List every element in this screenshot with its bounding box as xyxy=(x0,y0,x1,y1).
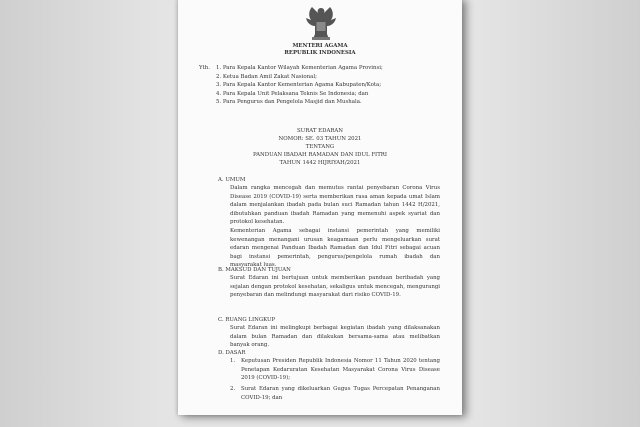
list-item: Surat Edaran yang dikeluarkan Gugus Tugas Percepatan Penanganan COVID-19; dan xyxy=(241,386,440,401)
title-line5: TAHUN 1442 HIJRIYAH/2021 xyxy=(279,160,361,166)
section-c-paragraph: Surat Edaran ini melingkupi berbagai kegiatan ibadah yang dilaksanakan dalam bulan Ramadan dan dilakukan bersama-sama atau melibatkan banyak orang. xyxy=(230,325,440,349)
document-page xyxy=(178,0,462,415)
section-c-heading: C. RUANG LINGKUP xyxy=(218,317,276,323)
addressee-item: 5. Para Pengurus dan Pengelola Masjid dan Mushala. xyxy=(216,99,362,105)
section-b-heading: B. MAKSUD DAN TUJUAN xyxy=(218,267,291,273)
addressee-label: Yth. xyxy=(199,65,210,71)
title-line1: SURAT EDARAN xyxy=(296,128,344,134)
addressee-item: 1. Para Kepala Kantor Wilayah Kementerian Agama Provinsi; xyxy=(216,65,383,71)
addressee-item: 2. Ketua Badan Amil Zakat Nasional; xyxy=(216,73,317,80)
section-a-paragraph-2: Kementerian Agama sebagai instansi pemerintah yang memiliki kewenangan menangani urusan keagamaan perlu mengeluarkan surat edaran mengenai Panduan Ibadah Ramadan dan Idul Fitri sebagai acuan bagi instansi pemerintah, pengurus/pengelola rumah ibadah dan masyarakat luas. xyxy=(230,228,440,269)
list-number: 2. xyxy=(230,386,236,392)
addressee-item: 3. Para Kepala Kantor Kementerian Agama Kabupaten/Kota; xyxy=(216,82,382,88)
letterhead-line1: MENTERI AGAMA xyxy=(292,43,348,49)
addressee-item: 4. Para Kepala Unit Pelaksana Teknis Se Indonesia; dan xyxy=(216,90,369,97)
section-b-paragraph: Surat Edaran ini bertujuan untuk memberikan panduan beribadah yang sejalan dengan protokol kesehatan, sekaligus untuk mencegah, mengurangi penyebaran dan melindungi masyarakat dari risiko COVID-19. xyxy=(230,275,440,299)
title-line2: NOMOR: SE. 03 TAHUN 2021 xyxy=(278,136,362,142)
title-line3: TENTANG xyxy=(305,144,335,150)
letterhead-line2: REPUBLIK INDONESIA xyxy=(284,50,356,56)
section-d-heading: D. DASAR xyxy=(218,350,246,356)
garuda-emblem-icon xyxy=(303,4,339,42)
title-line4: PANDUAN IBADAH RAMADAN DAN IDUL FITRI xyxy=(253,152,387,158)
section-a-paragraph-1: Dalam rangka mencegah dan memutus rantai penyebaran Corona Virus Disease 2019 (COVID-19) serta memberikan rasa aman kepada umat Islam dalam menjalankan ibadah pada bulan suci Ramadan tahun 1442 H/2021, dibutuhkan panduan ibadah Ramadan yang memenuhi aspek syariat dan protokol kesehatan. xyxy=(230,185,440,226)
list-number: 1. xyxy=(230,358,236,364)
list-item: Keputusan Presiden Republik Indonesia Nomor 11 Tahun 2020 tentang Penetapan Kedaruratan Kesehatan Masyarakat Corona Virus Disease 2019 (COVID-19); xyxy=(241,358,440,382)
section-a-heading: A. UMUM xyxy=(218,177,246,183)
